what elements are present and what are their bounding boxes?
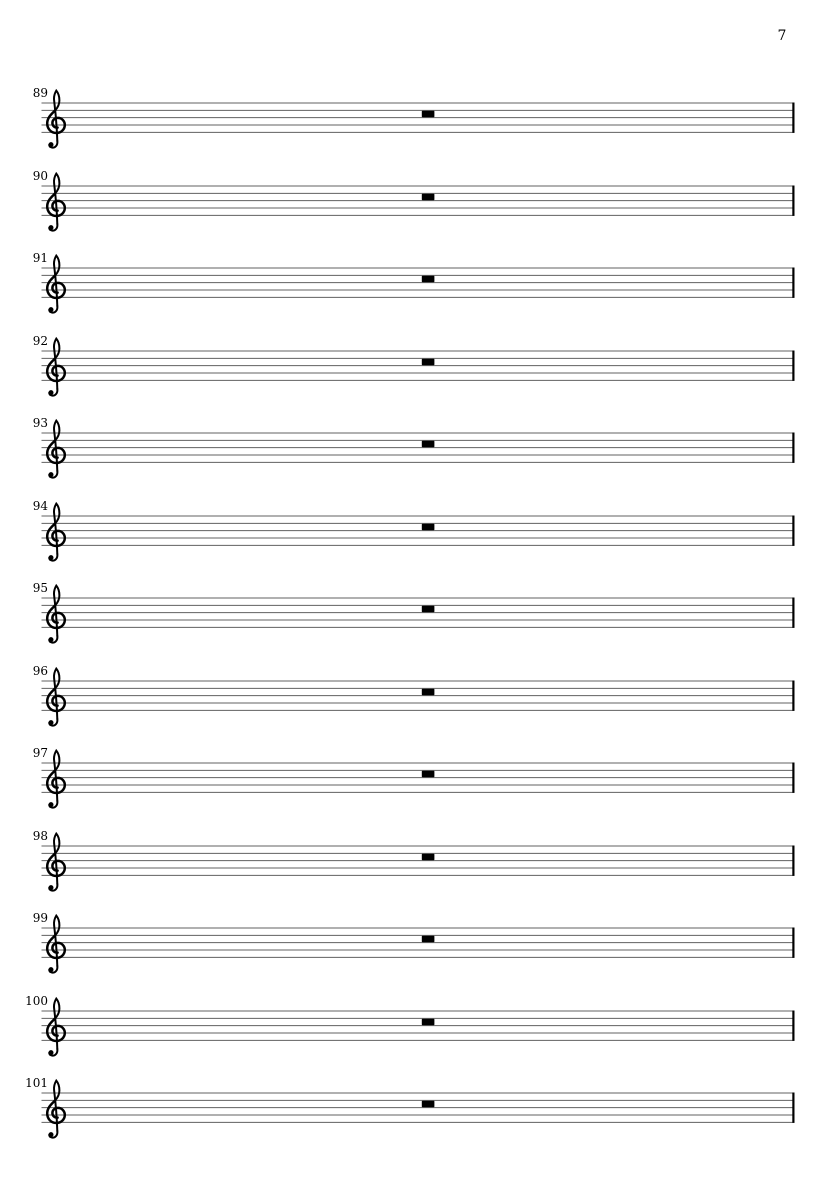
measure-number: 97 (32, 746, 48, 760)
treble-clef-icon (47, 751, 65, 808)
measure-number: 93 (32, 416, 48, 430)
staff-system (0, 499, 835, 565)
staff-system (0, 334, 835, 400)
staff-system (0, 416, 835, 482)
staff (0, 994, 835, 1060)
whole-rest-icon (422, 936, 435, 942)
treble-clef-icon (47, 256, 65, 313)
staff-system (0, 1076, 835, 1142)
staff-system (0, 251, 835, 317)
measure-number: 89 (32, 86, 48, 100)
treble-clef-icon (47, 916, 65, 973)
treble-clef-icon (47, 998, 65, 1055)
measure-number: 101 (25, 1076, 48, 1090)
whole-rest-icon (422, 688, 435, 694)
staff (0, 169, 835, 235)
staff-system (0, 746, 835, 812)
measure-number: 96 (32, 663, 48, 678)
measure-number: 100 (25, 993, 48, 1008)
staff (0, 746, 835, 812)
staff-system (0, 994, 835, 1060)
measure-number: 92 (32, 333, 48, 348)
staff-lines (42, 928, 795, 957)
whole-rest-icon (422, 853, 435, 859)
staff (0, 581, 835, 647)
whole-rest-icon (422, 441, 435, 447)
treble-clef-icon (47, 91, 65, 148)
staff-system (0, 169, 835, 235)
whole-rest-icon (422, 1101, 435, 1107)
measure-number: 98 (32, 828, 48, 843)
staff-system (0, 829, 835, 895)
staff-system (0, 86, 835, 152)
staff-lines (42, 433, 795, 462)
whole-rest-icon (422, 276, 435, 282)
staff-lines (42, 681, 795, 710)
staff-lines (42, 351, 795, 380)
staff-lines (42, 763, 795, 792)
staff (0, 664, 835, 730)
staff-lines (42, 846, 795, 875)
treble-clef-icon (47, 338, 65, 395)
treble-clef-icon (47, 668, 65, 725)
staff-system (0, 911, 835, 977)
whole-rest-icon (422, 111, 435, 117)
staff (0, 1076, 835, 1142)
whole-rest-icon (422, 193, 435, 199)
staff (0, 86, 835, 152)
treble-clef-icon (47, 421, 65, 478)
treble-clef-icon (47, 503, 65, 560)
staff-lines (42, 1093, 795, 1122)
treble-clef-icon (47, 586, 65, 643)
measure-number: 99 (32, 911, 48, 925)
staff-lines (42, 516, 795, 545)
staff-lines (42, 186, 795, 215)
whole-rest-icon (422, 1018, 435, 1024)
measure-number: 94 (32, 498, 48, 513)
whole-rest-icon (422, 358, 435, 364)
measure-number: 90 (32, 168, 48, 183)
page-number: 7 (777, 28, 787, 44)
whole-rest-icon (422, 606, 435, 612)
staff-lines (42, 103, 795, 132)
treble-clef-icon (47, 833, 65, 890)
staff (0, 911, 835, 977)
staff-lines (42, 268, 795, 297)
measure-number: 95 (32, 581, 48, 595)
treble-clef-icon (47, 1081, 65, 1138)
treble-clef-icon (47, 173, 65, 230)
staff-lines (42, 1011, 795, 1040)
staff (0, 416, 835, 482)
staff-lines (42, 598, 795, 627)
staff (0, 499, 835, 565)
staff (0, 251, 835, 317)
staff (0, 334, 835, 400)
whole-rest-icon (422, 771, 435, 777)
staff-system (0, 581, 835, 647)
staff-system (0, 664, 835, 730)
measure-number: 91 (32, 251, 48, 265)
staff (0, 829, 835, 895)
whole-rest-icon (422, 523, 435, 529)
